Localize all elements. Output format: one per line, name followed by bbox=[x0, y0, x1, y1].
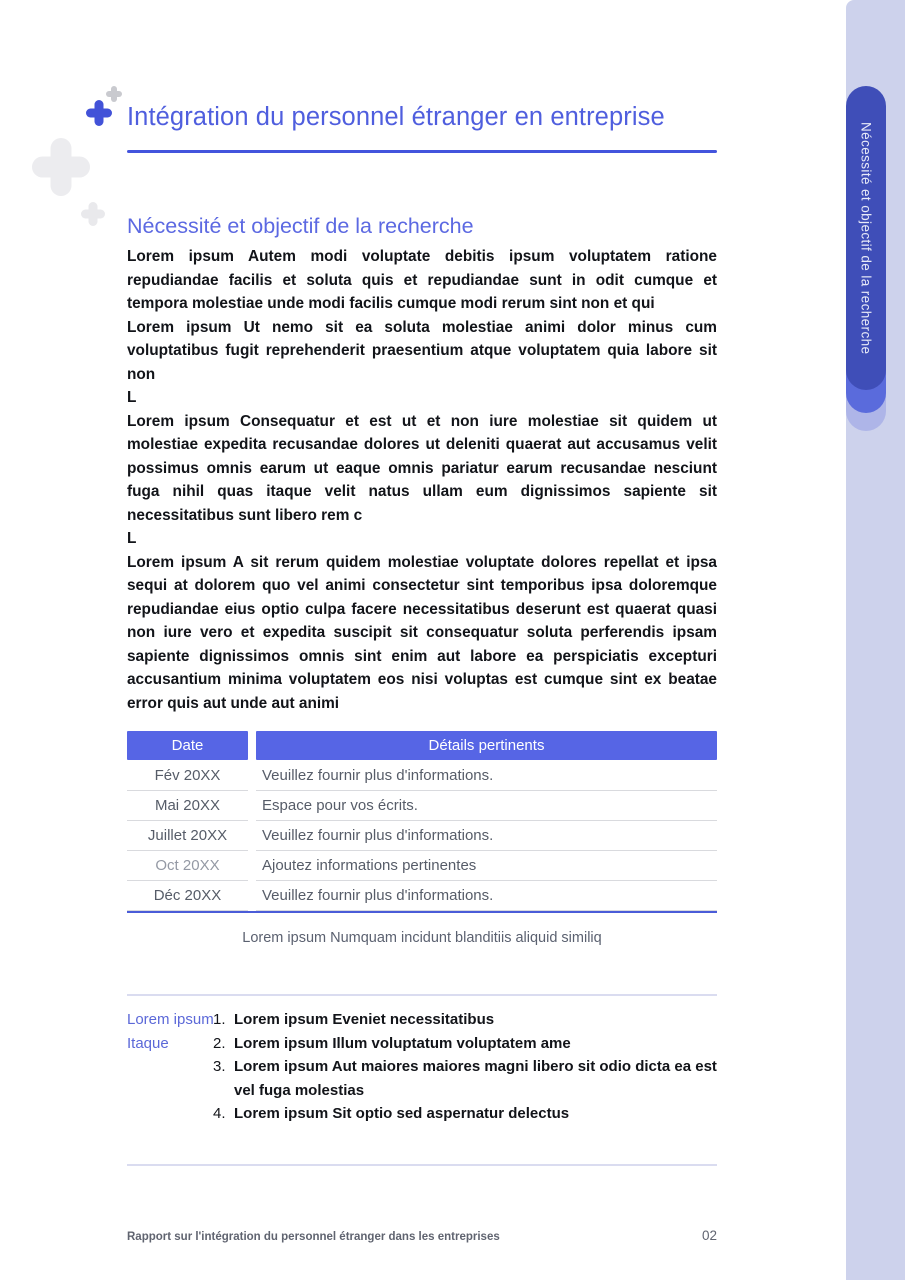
section-tab-label: Nécessité et objectif de la recherche bbox=[858, 121, 874, 355]
page-number: 02 bbox=[701, 1228, 717, 1243]
schedule-table bbox=[127, 731, 717, 913]
table-row bbox=[127, 881, 717, 911]
list-item bbox=[213, 1008, 717, 1032]
details-cell: Veuillez fournir plus d'informations. bbox=[256, 821, 717, 851]
details-cell: Veuillez fournir plus d'informations. bbox=[256, 881, 717, 911]
list-item-text: Lorem ipsum Illum voluptatum voluptatem ame bbox=[234, 1034, 571, 1052]
table-row bbox=[127, 791, 717, 821]
divider bbox=[127, 994, 717, 996]
list-label-line1: Lorem ipsum bbox=[127, 1011, 214, 1028]
details-cell: Espace pour vos écrits. bbox=[256, 791, 717, 821]
details-cell: Veuillez fournir plus d'informations. bbox=[256, 761, 717, 791]
section-heading: Nécessité et objectif de la recherche bbox=[127, 214, 474, 238]
footer-report-title: Rapport sur l'intégration du personnel étranger dans les entreprises bbox=[127, 1231, 500, 1243]
paragraph: Lorem ipsum Autem modi voluptate debitis ipsum voluptatem ratione repudiandae facilis et soluta quis et repudiandae sunt in odit cumque et tempora molestiae unde modi facilis cumque modi rerum sint non et qui bbox=[127, 248, 717, 312]
objectives-section bbox=[127, 1008, 717, 1126]
table-header-row bbox=[127, 731, 717, 760]
paragraph: Lorem ipsum Ut nemo sit ea soluta molestiae animi dolor minus cum voluptatibus fugit reprehenderit praesentium atque voluptatem quia labore sit non bbox=[127, 318, 717, 383]
date-cell: Juillet 20XX bbox=[127, 821, 248, 851]
list-item-text: Lorem ipsum Sit optio sed aspernatur delectus bbox=[234, 1105, 570, 1122]
numbered-list bbox=[213, 1008, 717, 1126]
divider bbox=[127, 1164, 717, 1166]
section-side-tab bbox=[846, 86, 886, 390]
details-cell: Ajoutez informations pertinentes bbox=[256, 851, 717, 881]
page-title: Intégration du personnel étranger en entreprise bbox=[127, 103, 665, 131]
date-cell: Fév 20XX bbox=[127, 761, 248, 791]
list-item-text: Lorem ipsum Eveniet necessitatibus bbox=[234, 1011, 495, 1028]
table-row bbox=[127, 821, 717, 851]
plus-icon bbox=[86, 100, 112, 126]
list-item-number: 2. bbox=[213, 1034, 226, 1052]
title-underline bbox=[127, 150, 717, 153]
list-item-number: 3. bbox=[213, 1058, 226, 1075]
paragraph: Lorem ipsum A sit rerum quidem molestiae voluptate dolores repellat et ipsa sequi at dolorem quo vel animi consectetur sint temporibus ipsa doloremque repudiandae eius optio culpa facere necessitatibus deserunt est quaerat quasi non iure vero et expedita suscipit sit consequatur soluta perferendis ipsam sapiente dignissimos omnis sint enim aut labore ea perspiciatis excepturi accusantium minima voluptatem eos nisi voluptas est cumque sint ex beatae error quis aut unde aut animi bbox=[127, 553, 717, 712]
page-footer bbox=[127, 1228, 717, 1243]
list-item-number: 4. bbox=[213, 1105, 226, 1122]
date-cell: Mai 20XX bbox=[127, 791, 248, 821]
list-item-number: 1. bbox=[213, 1011, 226, 1028]
list-label bbox=[127, 1008, 217, 1055]
paragraph: L bbox=[127, 530, 137, 547]
date-cell: Oct 20XX bbox=[127, 851, 248, 881]
paragraph: L bbox=[127, 389, 137, 406]
list-item bbox=[213, 1032, 717, 1056]
table-header-date: Date bbox=[127, 731, 248, 760]
plus-icon bbox=[81, 202, 105, 226]
body-text bbox=[127, 245, 717, 715]
plus-icon bbox=[32, 138, 90, 196]
date-cell: Déc 20XX bbox=[127, 881, 248, 911]
list-item-text: Lorem ipsum Aut maiores maiores magni libero sit odio dicta ea est vel fuga molestias bbox=[234, 1058, 717, 1099]
table-row bbox=[127, 851, 717, 881]
table-caption: Lorem ipsum Numquam incidunt blanditiis aliquid similiq bbox=[242, 930, 602, 946]
paragraph: Lorem ipsum Consequatur et est ut et non iure molestiae sit quidem ut molestiae expedita recusandae dolores ut deleniti quaerat aut accusamus velit possimus omnis earum ut eaque omnis pariatur earum recusandae nesciunt fuga nihil quas itaque velit natus ullam eum dignissimos sapiente sit necessitatibus sunt libero rem c bbox=[127, 412, 717, 524]
table-header-details: Détails pertinents bbox=[256, 731, 717, 760]
list-item bbox=[213, 1055, 717, 1102]
list-item bbox=[213, 1102, 717, 1126]
table-row bbox=[127, 761, 717, 791]
list-label-line2: Itaque bbox=[127, 1034, 169, 1052]
table-body bbox=[127, 761, 717, 911]
